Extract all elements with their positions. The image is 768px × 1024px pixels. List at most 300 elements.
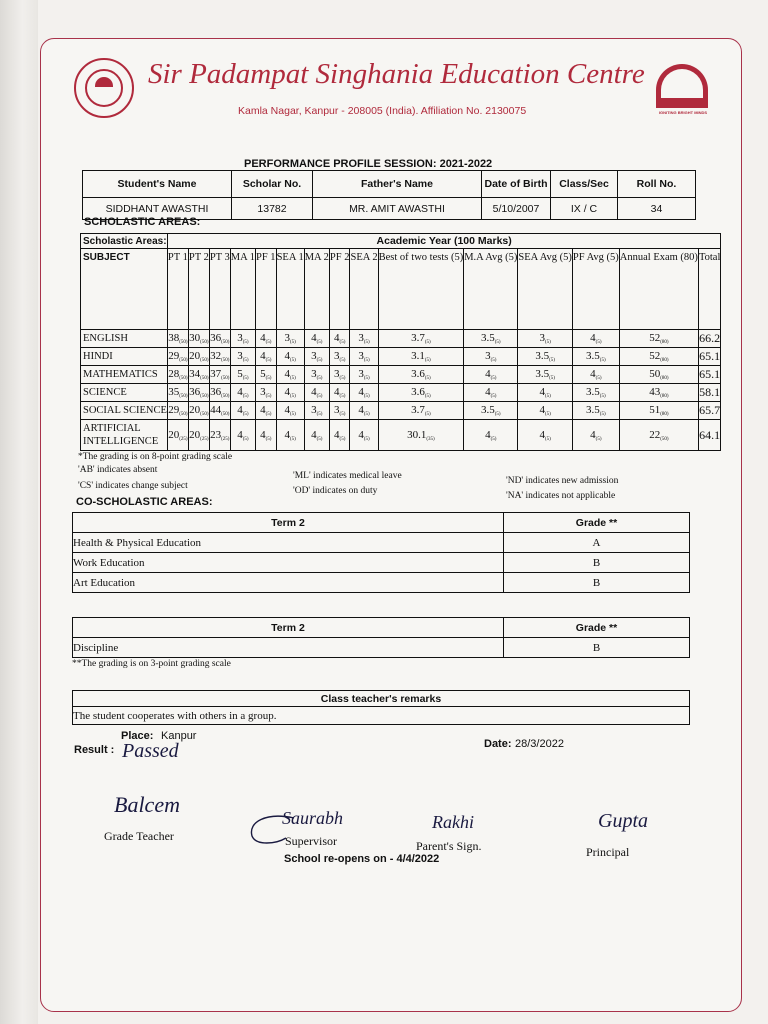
mark-max: (5) [316, 340, 323, 345]
mark-value: 4 [334, 386, 340, 398]
mark-cell [276, 330, 304, 348]
mark-max: (35) [426, 436, 435, 442]
subject-name: HINDI [81, 348, 168, 366]
table-row [81, 420, 721, 451]
mark-cell [572, 384, 619, 402]
mark-max: (5) [544, 436, 551, 442]
mark-cell [188, 420, 209, 451]
value-roll-no: 34 [618, 198, 696, 220]
mark-value: 4 [358, 428, 364, 441]
parent-caption: Parent's Sign. [416, 839, 482, 853]
mark-cell [698, 384, 720, 402]
coscholastic-table [72, 512, 690, 593]
mark-value: 3 [485, 350, 491, 362]
column-header: SEA 2 [350, 249, 378, 330]
mark-max: (5) [242, 412, 249, 417]
mark-max: (5) [424, 376, 431, 381]
mark-value: 44 [210, 404, 222, 416]
mark-value: 3 [539, 332, 545, 344]
mark-max: (80) [660, 394, 669, 399]
mark-max: (50) [200, 340, 209, 345]
mark-cell [464, 384, 518, 402]
mark-max: (50) [221, 394, 230, 399]
mark-max: (80) [660, 412, 669, 417]
mark-cell [698, 420, 720, 451]
mark-cell [209, 384, 230, 402]
mark-value: 30.1 [407, 428, 427, 441]
mark-value: 4 [590, 428, 596, 441]
result-value: Passed [122, 740, 179, 762]
mark-max: (50) [200, 376, 209, 381]
mark-value: 3 [311, 404, 317, 416]
mark-max: (50) [200, 394, 209, 399]
subject-header: SUBJECT [81, 249, 168, 330]
table-row [81, 330, 721, 348]
mark-value: 4 [260, 350, 266, 362]
mark-max: (5) [339, 358, 346, 363]
mark-cell [619, 420, 698, 451]
mark-value: 4 [590, 368, 596, 380]
mark-max: (5) [289, 394, 296, 399]
marks-table [80, 233, 721, 451]
column-header: PT 3 [209, 249, 230, 330]
mark-max: (5) [316, 394, 323, 399]
mark-max: (5) [339, 436, 346, 442]
mark-value: 3.5 [481, 404, 495, 416]
column-header: SEA 1 [276, 249, 304, 330]
mark-cell [304, 384, 329, 402]
mark-cell [619, 330, 698, 348]
coscholastic-term-header: Term 2 [73, 513, 504, 533]
mark-max: (5) [265, 358, 272, 363]
discipline-grade-header: Grade ** [504, 618, 690, 638]
mark-max: (5) [424, 340, 431, 345]
table-row [73, 573, 690, 593]
mark-max: (5) [549, 376, 555, 381]
table-row [73, 533, 690, 553]
mark-value: 3.5 [481, 332, 495, 344]
mark-cell [230, 366, 255, 384]
mark-cell [619, 384, 698, 402]
scholastic-section-title: SCHOLASTIC AREAS: [84, 216, 201, 228]
coscholastic-grade-header: Grade ** [504, 513, 690, 533]
mark-value: 37 [210, 368, 222, 380]
mark-value: 3 [334, 404, 340, 416]
mark-cell [518, 402, 572, 420]
mark-max: (5) [363, 340, 370, 345]
mark-value: 3 [237, 350, 243, 362]
mark-max: (50) [179, 358, 188, 363]
mark-value: 4 [311, 386, 317, 398]
mark-value: 3.5 [586, 404, 600, 416]
mark-value: 4 [260, 428, 266, 441]
header-dob: Date of Birth [482, 171, 551, 198]
header-father-name: Father's Name [313, 171, 482, 198]
mark-value: 3.7 [411, 404, 425, 416]
area-grade: A [504, 533, 690, 553]
mark-cell [329, 402, 350, 420]
mark-value: 4 [334, 332, 340, 344]
table-row [73, 553, 690, 573]
mark-max: (25) [221, 436, 230, 442]
mark-value: 36 [189, 386, 201, 398]
mark-value: 29 [168, 350, 180, 362]
mark-max: (5) [363, 376, 370, 381]
mark-max: (5) [265, 340, 272, 345]
note-grading-3: **The grading is on 3-point grading scale [72, 659, 231, 669]
mark-max: (5) [316, 376, 323, 381]
mark-cell [230, 384, 255, 402]
mark-cell [304, 330, 329, 348]
academic-year-label: Academic Year (100 Marks) [167, 234, 720, 249]
header-class-sec: Class/Sec [551, 171, 618, 198]
mark-max: (50) [221, 340, 230, 345]
mark-max: (5) [316, 436, 323, 442]
mark-max: (5) [494, 340, 501, 345]
mark-cell [167, 384, 188, 402]
column-header: PT 2 [188, 249, 209, 330]
mark-max: (5) [289, 358, 296, 363]
mark-cell [256, 330, 277, 348]
mark-max: (5) [424, 412, 431, 417]
mark-value: 38 [168, 332, 180, 344]
mark-value: 20 [189, 350, 201, 362]
mark-cell [304, 348, 329, 366]
mark-cell [329, 330, 350, 348]
mark-max: (25) [200, 436, 209, 442]
mark-cell [350, 348, 378, 366]
note-new-admission: 'ND' indicates new admission [506, 476, 619, 486]
mark-value: 64.1 [699, 427, 721, 442]
subject-name: ENGLISH [81, 330, 168, 348]
mark-value: 5 [260, 368, 266, 380]
mark-value: 4 [284, 386, 290, 398]
mark-max: (5) [490, 436, 497, 442]
mark-value: 4 [284, 368, 290, 380]
subject-name: ARTIFICIAL INTELLIGENCE [81, 420, 168, 451]
mark-value: 4 [260, 404, 266, 416]
mark-cell [572, 402, 619, 420]
mark-cell [619, 366, 698, 384]
mark-value: 43 [649, 386, 661, 398]
mark-max: (50) [179, 340, 188, 345]
mark-cell [698, 330, 720, 348]
mark-max: (80) [660, 376, 669, 381]
mark-value: 3 [334, 350, 340, 362]
mark-cell [167, 348, 188, 366]
marks-column-headers [81, 249, 721, 330]
subject-name: SOCIAL SCIENCE [81, 402, 168, 420]
area-name: Work Education [73, 553, 504, 573]
mark-max: (5) [289, 376, 296, 381]
mark-cell [464, 348, 518, 366]
mark-value: 3.5 [535, 350, 550, 362]
mark-cell [464, 402, 518, 420]
mark-max: (5) [549, 358, 555, 363]
mark-cell [378, 420, 464, 451]
column-header: Annual Exam (80) [619, 249, 698, 330]
mark-value: 4 [358, 404, 364, 416]
column-header: MA 1 [230, 249, 255, 330]
mark-max: (5) [595, 376, 602, 381]
mark-value: 4 [311, 332, 317, 344]
result-label: Result : [74, 744, 115, 756]
table-row [81, 402, 721, 420]
mark-max: (5) [265, 376, 272, 381]
parent-signature: Rakhi [432, 812, 474, 832]
mark-cell [188, 402, 209, 420]
mark-value: 22 [649, 428, 661, 441]
mark-value: 23 [210, 428, 222, 441]
note-not-applicable: 'NA' indicates not applicable [506, 491, 616, 501]
mark-max: (5) [490, 394, 497, 399]
mark-max: (5) [424, 394, 431, 399]
mark-value: 20 [189, 428, 201, 441]
mark-max: (50) [200, 358, 209, 363]
mark-max: (25) [179, 436, 188, 442]
mark-value: 4 [485, 368, 491, 380]
report-title: PERFORMANCE PROFILE SESSION: 2021-2022 [244, 158, 493, 170]
mark-cell [518, 366, 572, 384]
mark-cell [378, 402, 464, 420]
mark-max: (5) [595, 340, 602, 345]
mark-cell [276, 366, 304, 384]
mark-max: (80) [660, 358, 669, 363]
note-absent: 'AB' indicates absent [78, 465, 158, 475]
subject-name: MATHEMATICS [81, 366, 168, 384]
mark-value: 3 [358, 350, 364, 362]
table-row [81, 384, 721, 402]
mark-value: 32 [210, 350, 222, 362]
logo-caption: IGNITING BRIGHT MINDS [658, 110, 708, 115]
mark-cell [188, 366, 209, 384]
note-on-duty: 'OD' indicates on duty [293, 486, 378, 496]
mark-cell [276, 348, 304, 366]
mark-max: (5) [339, 412, 346, 417]
column-header: MA 2 [304, 249, 329, 330]
mark-value: 36 [210, 386, 222, 398]
mark-cell [188, 348, 209, 366]
mark-max: (5) [316, 412, 323, 417]
remarks-title: Class teacher's remarks [73, 691, 690, 707]
area-name: Health & Physical Education [73, 533, 504, 553]
mark-max: (5) [599, 412, 606, 417]
mark-value: 4 [590, 332, 596, 344]
mark-cell [276, 384, 304, 402]
mark-value: 65.1 [699, 367, 721, 381]
mark-max: (5) [339, 376, 346, 381]
mark-value: 4 [485, 428, 491, 441]
mark-value: 4 [284, 404, 290, 416]
mark-value: 4 [539, 404, 545, 416]
column-header: SEA Avg (5) [518, 249, 572, 330]
mark-value: 20 [189, 404, 201, 416]
mark-value: 3.5 [535, 368, 550, 380]
mark-value: 28 [168, 368, 180, 380]
mark-cell [698, 348, 720, 366]
mark-max: (50) [200, 412, 209, 417]
mark-value: 3.1 [411, 350, 425, 362]
mark-value: 4 [237, 404, 243, 416]
mark-cell [188, 384, 209, 402]
note-change-subject: 'CS' indicates change subject [78, 481, 188, 491]
note-grading-8: *The grading is on 8-point grading scale [78, 452, 233, 462]
mark-cell [167, 420, 188, 451]
mark-cell [167, 330, 188, 348]
student-info-header [83, 171, 696, 198]
mark-cell [304, 366, 329, 384]
table-row [81, 348, 721, 366]
mark-value: 35 [168, 386, 180, 398]
mark-value: 58.1 [699, 385, 721, 399]
table-row [73, 638, 690, 658]
mark-cell [350, 402, 378, 420]
grade-teacher-caption: Grade Teacher [104, 829, 174, 843]
mark-max: (5) [242, 436, 249, 442]
mark-cell [276, 402, 304, 420]
value-scholar-no: 13782 [232, 198, 313, 220]
mark-value: 4 [284, 350, 290, 362]
mark-value: 4 [260, 332, 266, 344]
discipline-header-row [73, 618, 690, 638]
mark-max: (5) [490, 358, 497, 363]
school-address: Kamla Nagar, Kanpur - 208005 (India). Affiliation No. 2130075 [238, 105, 527, 117]
scholastic-areas-label: Scholastic Areas: [81, 234, 168, 249]
value-class-sec: IX / C [551, 198, 618, 220]
mark-cell [276, 420, 304, 451]
mark-cell [518, 348, 572, 366]
header-roll-no: Roll No. [618, 171, 696, 198]
mark-max: (5) [595, 436, 602, 442]
mark-value: 4 [284, 428, 290, 441]
school-emblem-left [74, 58, 134, 118]
mark-value: 3 [334, 368, 340, 380]
mark-cell [619, 402, 698, 420]
mark-value: 3.5 [586, 350, 600, 362]
principal-caption: Principal [586, 845, 630, 859]
mark-max: (5) [363, 436, 370, 442]
mark-value: 5 [237, 368, 243, 380]
mark-value: 3 [237, 332, 243, 344]
mark-cell [518, 420, 572, 451]
coscholastic-header-row [73, 513, 690, 533]
mark-max: (5) [339, 394, 346, 399]
mark-cell [572, 330, 619, 348]
mark-cell [304, 402, 329, 420]
student-info-table [82, 170, 696, 220]
mark-value: 3 [358, 332, 364, 344]
supervisor-signature: Saurabh [282, 808, 344, 828]
school-logo-right [650, 64, 716, 120]
mark-max: (5) [424, 358, 431, 363]
mark-cell [350, 330, 378, 348]
mark-value: 4 [539, 428, 545, 441]
supervisor-caption: Supervisor [285, 834, 337, 848]
area-grade: B [504, 553, 690, 573]
mark-max: (5) [544, 340, 551, 345]
mark-value: 52 [649, 332, 661, 344]
mark-value: 4 [237, 386, 243, 398]
school-name: Sir Padampat Singhania Education Centre [148, 58, 645, 90]
mark-max: (50) [660, 436, 669, 442]
mark-cell [329, 420, 350, 451]
mark-value: 20 [168, 428, 180, 441]
mark-max: (5) [265, 436, 272, 442]
mark-max: (5) [599, 394, 606, 399]
mark-max: (5) [599, 358, 606, 363]
mark-value: 52 [649, 350, 661, 362]
grade-teacher-signature: Balcem [114, 792, 180, 817]
column-header: Total [698, 249, 720, 330]
mark-value: 50 [649, 368, 661, 380]
mark-value: 3 [358, 368, 364, 380]
mark-cell [518, 330, 572, 348]
mark-max: (5) [316, 358, 323, 363]
discipline-table [72, 617, 690, 658]
remarks-table [72, 690, 690, 725]
value-dob: 5/10/2007 [482, 198, 551, 220]
mark-max: (5) [265, 394, 272, 399]
remarks-text: The student cooperates with others in a group. [73, 707, 690, 725]
mark-value: 3 [260, 386, 266, 398]
mark-value: 3.5 [586, 386, 600, 398]
mark-max: (80) [660, 340, 669, 345]
mark-max: (50) [179, 376, 188, 381]
mark-cell [256, 384, 277, 402]
header-scholar-no: Scholar No. [232, 171, 313, 198]
mark-max: (5) [363, 412, 370, 417]
column-header: Best of two tests (5) [378, 249, 464, 330]
coscholastic-section-title: CO-SCHOLASTIC AREAS: [76, 496, 213, 508]
mark-value: 65.7 [699, 403, 721, 417]
column-header: M.A Avg (5) [464, 249, 518, 330]
mark-max: (5) [544, 394, 551, 399]
mark-max: (50) [221, 358, 230, 363]
mark-value: 51 [649, 404, 661, 416]
mark-max: (5) [363, 394, 370, 399]
binder-strip [0, 0, 38, 1024]
mark-value: 4 [358, 386, 364, 398]
place-label: Place: [121, 730, 154, 742]
mark-cell [188, 330, 209, 348]
date-label: Date: [484, 738, 512, 750]
mark-cell [329, 384, 350, 402]
note-medical-leave: 'ML' indicates medical leave [293, 471, 402, 481]
mark-max: (5) [242, 358, 249, 363]
mark-value: 65.1 [699, 349, 721, 363]
mark-max: (5) [490, 376, 497, 381]
mark-cell [572, 366, 619, 384]
header-student-name: Student's Name [83, 171, 232, 198]
mark-cell [256, 366, 277, 384]
mark-value: 3.6 [411, 386, 425, 398]
date-value: 28/3/2022 [515, 738, 564, 750]
mark-value: 4 [311, 428, 317, 441]
mark-max: (50) [179, 394, 188, 399]
discipline-area: Discipline [73, 638, 504, 658]
mark-max: (5) [242, 340, 249, 345]
mark-cell [209, 366, 230, 384]
marks-table-caption-row [81, 234, 721, 249]
mark-cell [304, 420, 329, 451]
column-header: PF 1 [256, 249, 277, 330]
mark-max: (5) [363, 358, 370, 363]
value-student-name: SIDDHANT AWASTHI [83, 198, 232, 220]
mark-value: 4 [539, 386, 545, 398]
discipline-grade: B [504, 638, 690, 658]
mark-max: (50) [221, 376, 230, 381]
mark-cell [209, 402, 230, 420]
